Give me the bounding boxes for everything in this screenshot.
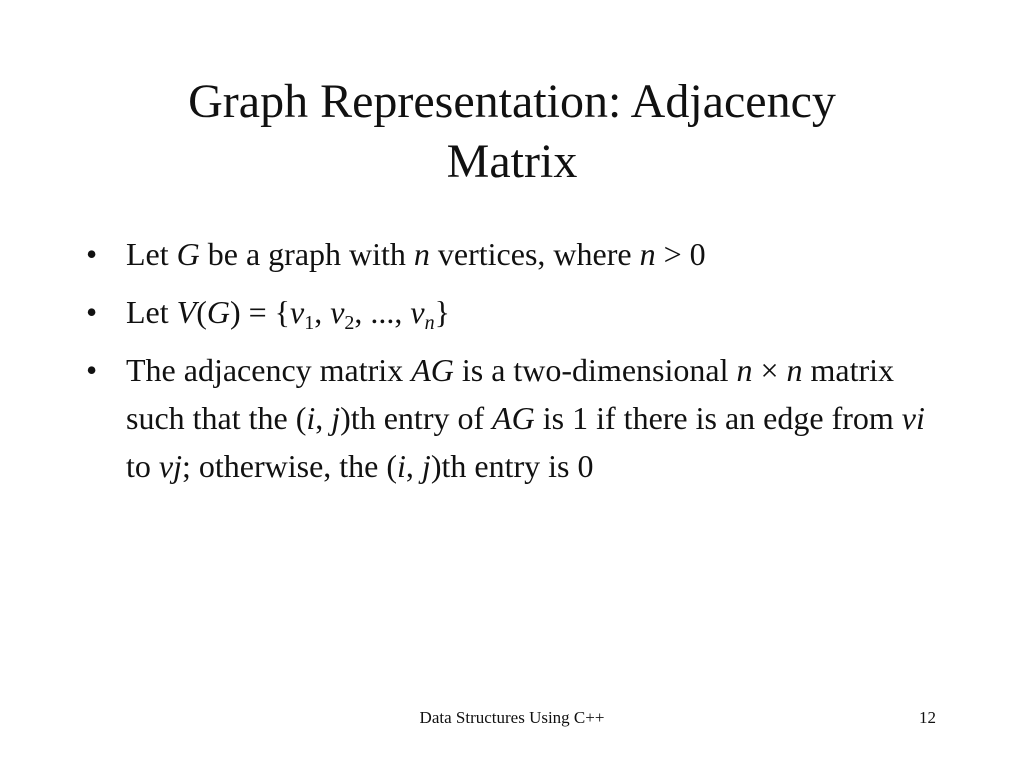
bullet-item-1 xyxy=(86,230,936,278)
math-var: n xyxy=(639,236,656,272)
bullet-list xyxy=(86,230,936,500)
subscript: 2 xyxy=(344,312,355,334)
page-number: 12 xyxy=(919,708,936,727)
title-line-2: Matrix xyxy=(446,135,578,188)
math-var: i xyxy=(397,448,406,484)
math-var: n xyxy=(786,352,803,388)
bullet-text: , xyxy=(405,448,422,484)
bullet-text: Let xyxy=(126,294,177,330)
math-var: j xyxy=(421,448,431,484)
bullet-dot-icon: • xyxy=(86,294,98,330)
math-var: v xyxy=(290,294,305,330)
math-var: vj xyxy=(158,448,182,484)
bullet-text: )th entry of xyxy=(340,400,493,436)
math-var: AG xyxy=(411,352,454,388)
bullet-text: > 0 xyxy=(655,236,706,272)
bullet-text: } xyxy=(434,294,450,330)
title-line-1: Graph Representation: Adjacency xyxy=(188,75,836,128)
math-var: AG xyxy=(492,400,535,436)
bullet-item-3 xyxy=(86,346,936,490)
bullet-text: be a graph with xyxy=(199,236,414,272)
math-var: v xyxy=(410,294,425,330)
bullet-text: Let xyxy=(126,236,177,272)
bullet-text: , xyxy=(314,294,331,330)
subscript: n xyxy=(424,312,435,334)
bullet-text: × xyxy=(752,352,787,388)
bullet-text: vertices, where xyxy=(429,236,640,272)
bullet-text: ; otherwise, the ( xyxy=(181,448,398,484)
math-var: vi xyxy=(901,400,925,436)
bullet-text: )th entry is 0 xyxy=(430,448,594,484)
bullet-text: , xyxy=(315,400,332,436)
subscript: 1 xyxy=(304,312,315,334)
math-var: G xyxy=(206,294,230,330)
slide-title xyxy=(60,72,964,192)
bullet-text: , ..., xyxy=(354,294,411,330)
bullet-text: ) = { xyxy=(229,294,291,330)
bullet-text: The adjacency matrix xyxy=(126,352,412,388)
bullet-text: matrix such that the ( xyxy=(126,352,895,436)
math-var: n xyxy=(413,236,430,272)
bullet-text: to xyxy=(126,448,159,484)
bullet-text: ( xyxy=(196,294,207,330)
math-var: v xyxy=(330,294,345,330)
bullet-text: is a two-dimensional xyxy=(453,352,737,388)
math-var: G xyxy=(176,236,200,272)
bullet-text: is 1 if there is an edge from xyxy=(534,400,902,436)
slide-footer: Data Structures Using C++ xyxy=(419,708,605,727)
math-var: j xyxy=(331,400,341,436)
bullet-item-2 xyxy=(86,288,936,336)
math-var: V xyxy=(176,294,197,330)
bullet-dot-icon: • xyxy=(86,352,98,388)
math-var: i xyxy=(306,400,316,436)
bullet-dot-icon: • xyxy=(86,236,98,272)
math-var: n xyxy=(736,352,753,388)
